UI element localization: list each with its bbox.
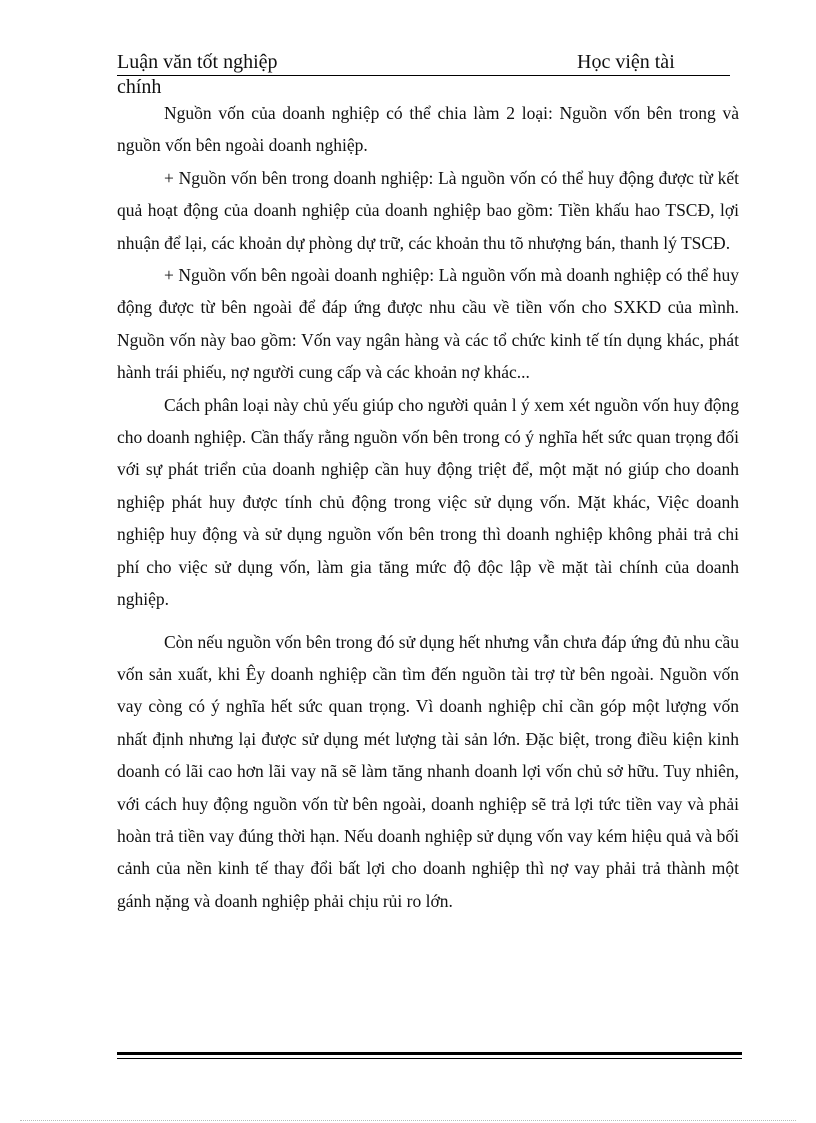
paragraph-classification-purpose: Cách phân loại này chủ yếu giúp cho người quản l ý xem xét nguồn vốn huy động cho doanh nghiệp. Cần thấy rằng nguồn vốn bên trong có ý nghĩa hết sức quan trọng đối với sự phát triển của doanh nghiệp cần huy động triệt để, một mặt nó giúp cho doanh nghiệp phát huy được tính chủ động trong việc sử dụng vốn. Mặt khác, Việc doanh nghiệp huy động và sử dụng nguồn vốn bên trong thì doanh nghiệp không phải trả chi phí cho việc sử dụng vốn, làm gia tăng mức độ độc lập về mặt tài chính của doanh nghiệp. [117,394,739,610]
paragraph-external-capital: + Nguồn vốn bên ngoài doanh nghiệp: Là nguồn vốn mà doanh nghiệp có thể huy động được từ bên ngoài để đáp ứng được nhu cầu về tiền vốn cho SXKD của mình. Nguồn vốn này bao gồm: Vốn vay ngân hàng và các tổ chức kinh tế tín dụng khác, phát hành trái phiếu, nợ người cung cấp và các khoản nợ khác... [117,265,739,383]
paragraph-internal-capital: + Nguồn vốn bên trong doanh nghiệp: Là nguồn vốn có thể huy động được từ kết quả hoạt động của doanh nghiệp của doanh nghiệp bao gồm: Tiền khấu hao TSCĐ, lợi nhuận để lại, các khoản dự phòng dự trữ, các khoản thu tõ nhượng bán, thanh lý TSCĐ. [117,167,739,253]
page-header [117,50,730,76]
footer-rule-thick [117,1052,742,1055]
header-thesis-title: Luận văn tốt nghiệp [117,51,278,73]
body-text [117,97,739,917]
page-edge-dotted-line [20,1120,796,1121]
footer-rule-thin [117,1058,742,1059]
header-institution: Học viện tài [577,51,675,73]
paragraph-capital-classification: Nguồn vốn của doanh nghiệp có thể chia làm 2 loại: Nguồn vốn bên trong và nguồn vốn bên ngoài doanh nghiệp. [117,103,739,156]
paragraph-borrowed-capital: Còn nếu nguồn vốn bên trong đó sử dụng hết nhưng vẫn chưa đáp ứng đủ nhu cầu vốn sản xuất, khi Êy doanh nghiệp cần tìm đến nguồn tài trợ từ bên ngoài. Nguồn vốn vay còng có ý nghĩa hết sức quan trọng. Vì doanh nghiệp chỉ cần góp một lượng vốn nhất định nhưng lại được sử dụng mét lượng tài sản lớn. Đặc biệt, trong điều kiện kinh doanh có lãi cao hơn lãi vay nã sẽ làm tăng nhanh doanh lợi vốn chủ sở hữu. Tuy nhiên, với cách huy động nguồn vốn từ bên ngoài, doanh nghiệp sẽ trả lợi tức tiền vay và phải hoàn trả tiền vay đúng thời hạn. Nếu doanh nghiệp sử dụng vốn vay kém hiệu quả và bối cảnh của nền kinh tế thay đổi bất lợi cho doanh nghiệp thì nợ vay phải trả thành một gánh nặng và doanh nghiệp phải chịu rủi ro lớn. [117,631,740,911]
header-institution-wrap: chính [117,76,162,98]
